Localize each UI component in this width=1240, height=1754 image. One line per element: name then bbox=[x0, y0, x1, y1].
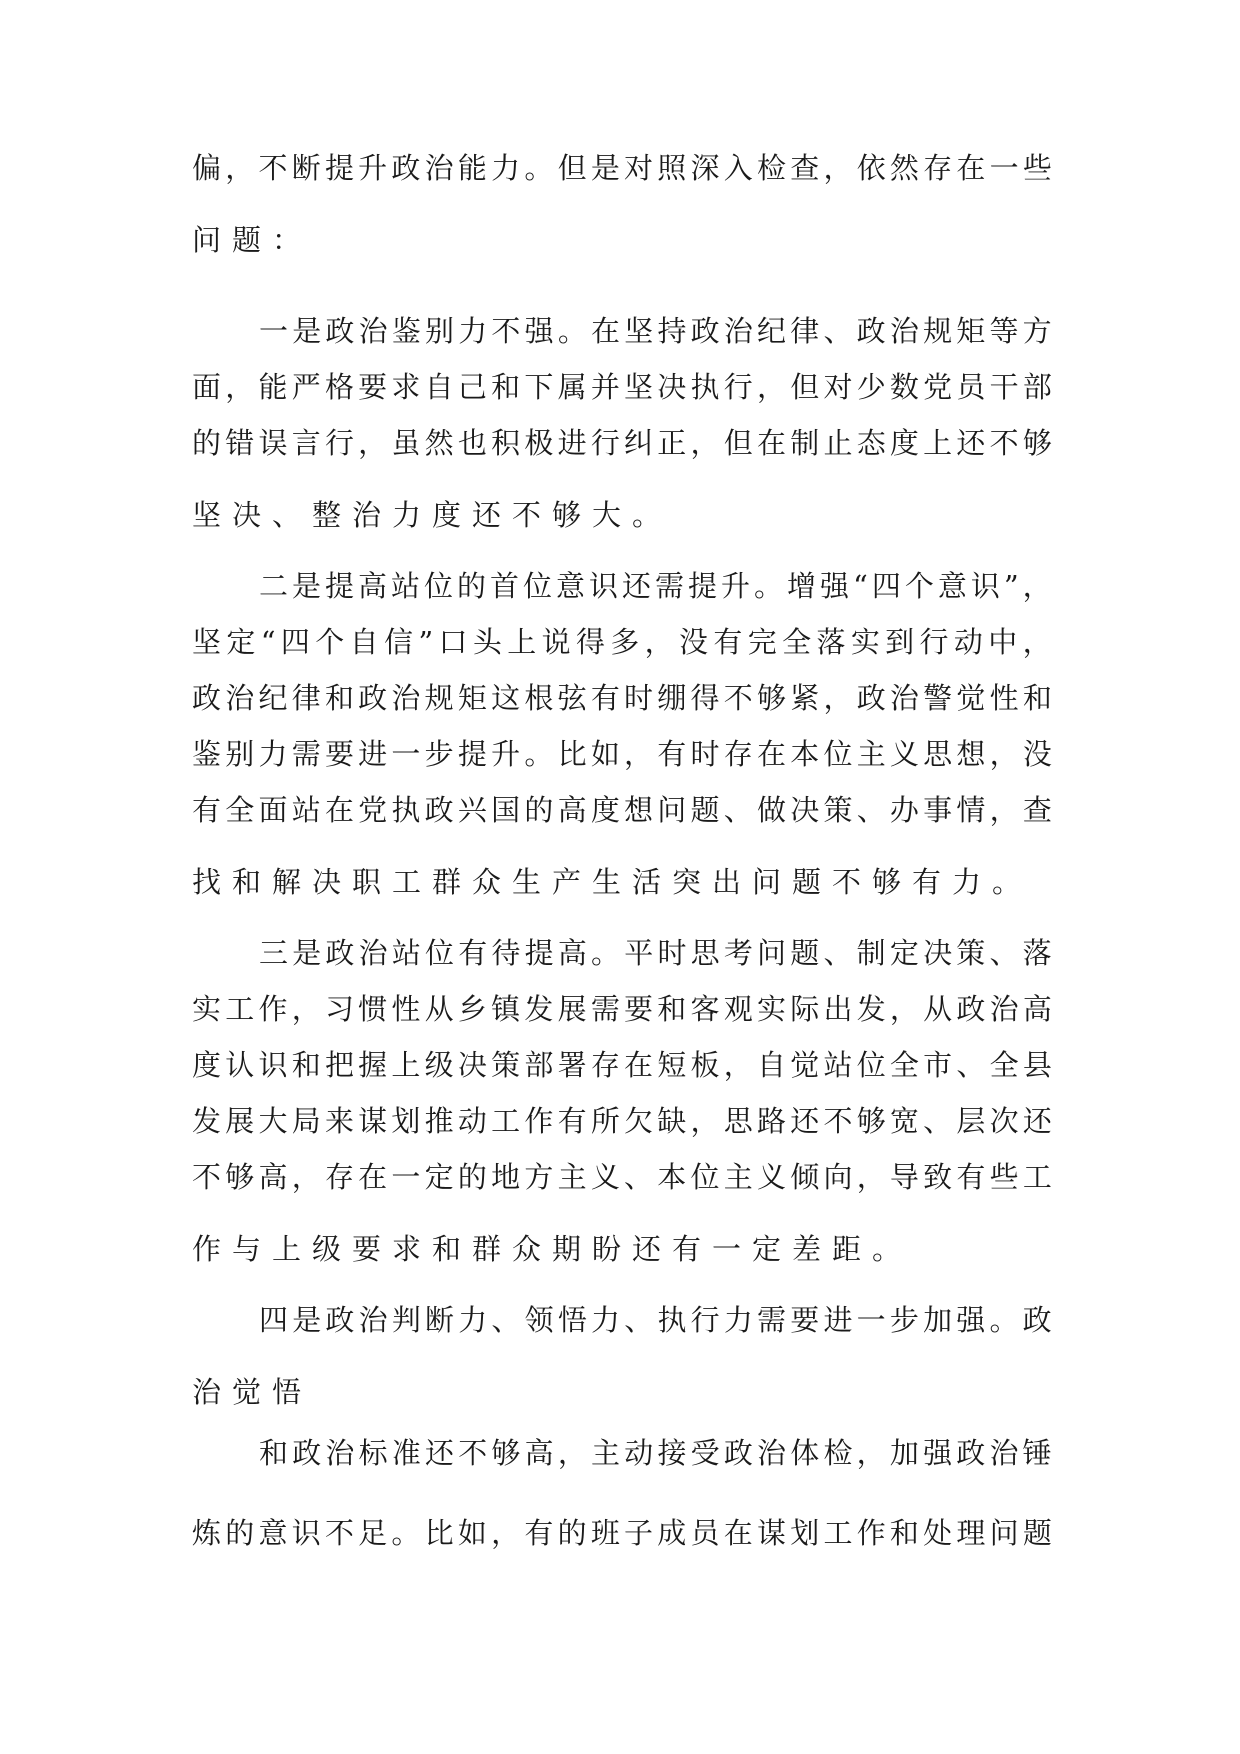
text-line: 找和解决职工群众生产生活突出问题不够有力。 bbox=[192, 865, 1033, 899]
text-line: 度 认 识 和 把 握 上 级 决 策 部 署 存 在 短 板 ， 自 觉 站 位 全 市 、 全 县 bbox=[192, 1048, 1052, 1082]
text-line: 坚决、整治力度还不够大。 bbox=[192, 498, 673, 532]
text-line: 发 展 大 局 来 谋 划 推 动 工 作 有 所 欠 缺 ， 思 路 还 不 够 宽 、 层 次 还 bbox=[192, 1104, 1052, 1138]
text-line: 有 全 面 站 在 党 执 政 兴 国 的 高 度 想 问 题 、 做 决 策 、 办 事 情 ， 查 bbox=[192, 793, 1052, 827]
text-line: 坚 定 “ 四 个 自 信 ” 口 头 上 说 得 多 ， 没 有 完 全 落 实 到 行 动 中 ， bbox=[192, 625, 1052, 659]
text-line: 治觉悟 bbox=[192, 1375, 313, 1409]
text-line: 面 ， 能 严 格 要 求 自 己 和 下 属 并 坚 决 执 行 ， 但 对 少 数 党 员 干 部 bbox=[192, 370, 1052, 404]
text-line: 鉴 别 力 需 要 进 一 步 提 升 。 比 如 ， 有 时 存 在 本 位 主 义 思 想 ， 没 bbox=[192, 737, 1052, 771]
text-line: 偏 ， 不 断 提 升 政 治 能 力 。 但 是 对 照 深 入 检 查 ， 依 然 存 在 一 些 bbox=[192, 151, 1052, 185]
text-line: 问题： bbox=[192, 223, 313, 257]
text-line: 政 治 纪 律 和 政 治 规 矩 这 根 弦 有 时 绷 得 不 够 紧 ， 政 治 警 觉 性 和 bbox=[192, 681, 1052, 715]
text-line: 和 政 治 标 准 还 不 够 高 ， 主 动 接 受 政 治 体 检 ， 加 强 政 治 锤 bbox=[259, 1436, 1052, 1470]
text-line: 二 是 提 高 站 位 的 首 位 意 识 还 需 提 升 。 增 强 “ 四 个 意 识 ” ， bbox=[259, 569, 1052, 603]
text-line: 炼 的 意 识 不 足 。 比 如 ， 有 的 班 子 成 员 在 谋 划 工 作 和 处 理 问 题 bbox=[192, 1516, 1052, 1550]
text-line: 的 错 误 言 行 ， 虽 然 也 积 极 进 行 纠 正 ， 但 在 制 止 态 度 上 还 不 够 bbox=[192, 426, 1052, 460]
text-line: 不 够 高 ， 存 在 一 定 的 地 方 主 义 、 本 位 主 义 倾 向 ， 导 致 有 些 工 bbox=[192, 1160, 1052, 1194]
text-line: 三 是 政 治 站 位 有 待 提 高 。 平 时 思 考 问 题 、 制 定 决 策 、 落 bbox=[259, 936, 1052, 970]
text-line: 作与上级要求和群众期盼还有一定差距。 bbox=[192, 1232, 913, 1266]
text-line: 四 是 政 治 判 断 力 、 领 悟 力 、 执 行 力 需 要 进 一 步 加 强 。 政 bbox=[259, 1303, 1052, 1337]
text-line: 实 工 作 ， 习 惯 性 从 乡 镇 发 展 需 要 和 客 观 实 际 出 发 ， 从 政 治 高 bbox=[192, 992, 1052, 1026]
text-line: 一 是 政 治 鉴 别 力 不 强 。 在 坚 持 政 治 纪 律 、 政 治 规 矩 等 方 bbox=[259, 314, 1052, 348]
